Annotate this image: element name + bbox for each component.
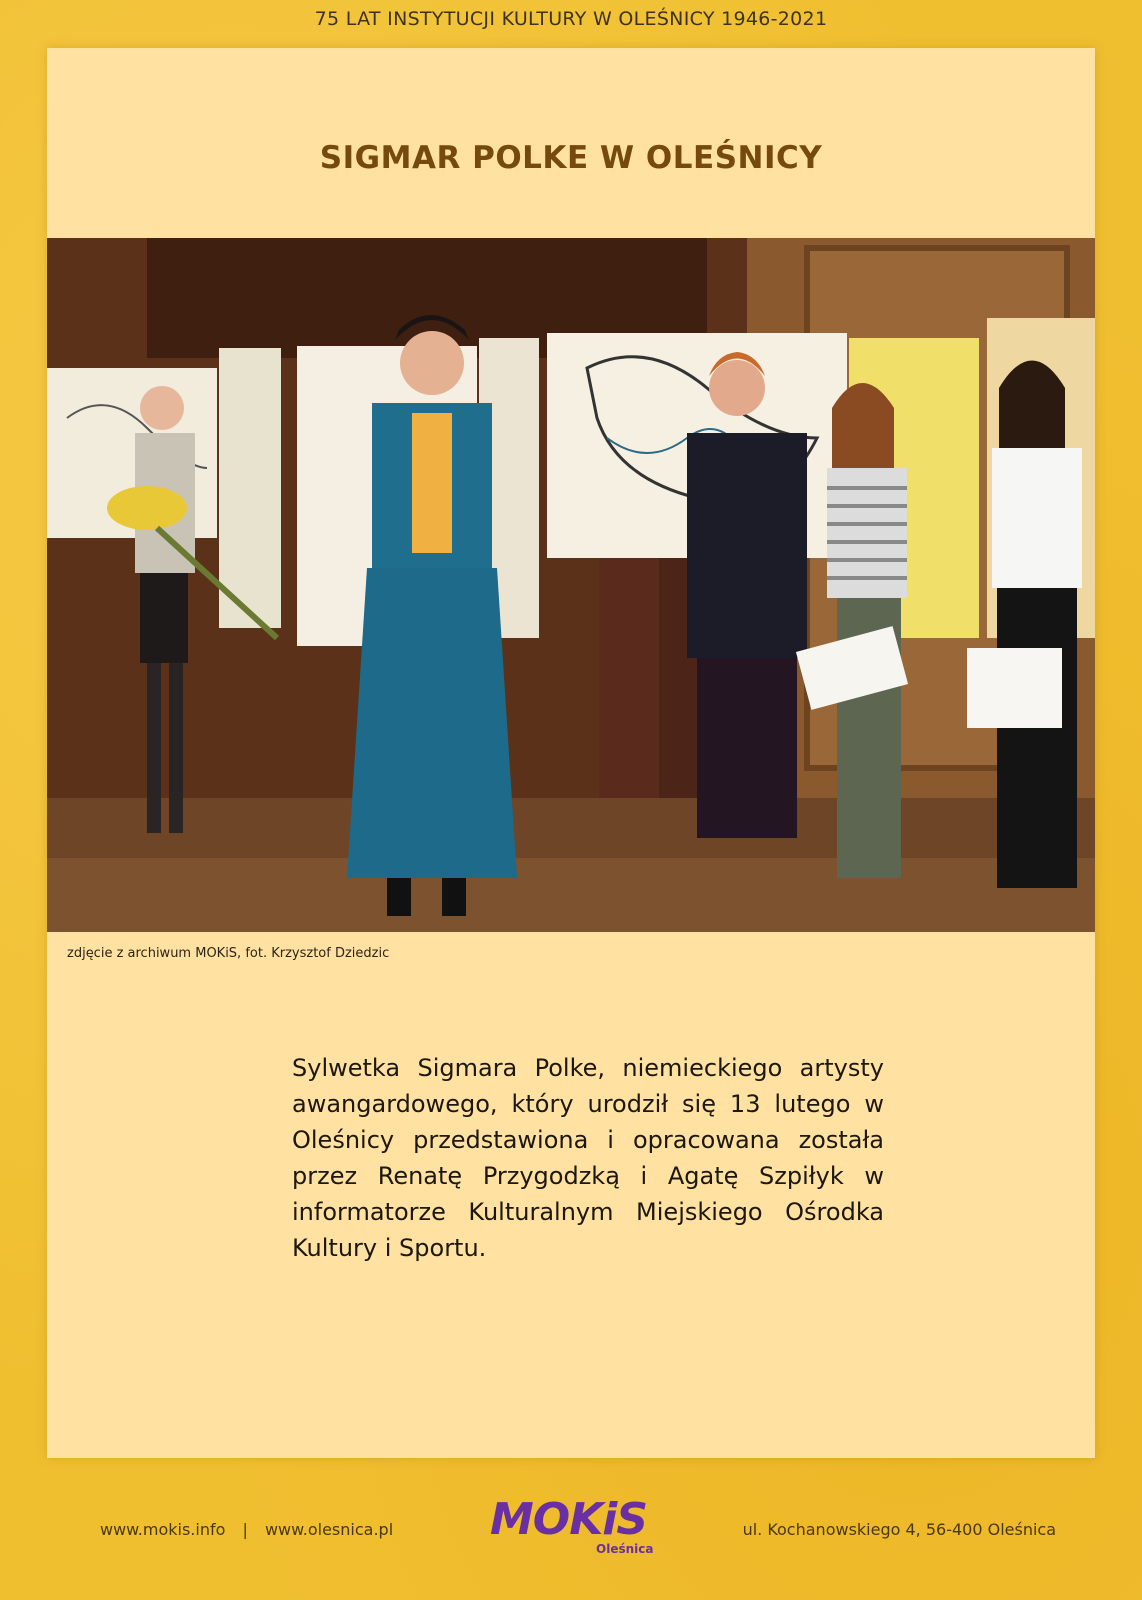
footer-links	[100, 1520, 393, 1539]
footer-separator: |	[242, 1520, 248, 1539]
photo-caption: zdjęcie z archiwum MOKiS, fot. Krzysztof Dziedzic	[67, 946, 390, 961]
logo-subtitle: Oleśnica	[596, 1542, 654, 1556]
description-paragraph: Sylwetka Sigmara Polke, niemieckiego artysty awangardowego, który urodził się 13 lutego w Oleśnicy przedstawiona i opracowana została przez Renatę Przygodzką i Agatę Szpiłyk w informatorze Kulturalnym Miejskiego Ośrodka Kultury i Sportu.	[292, 1054, 884, 1262]
page-title: SIGMAR POLKE W OLEŚNICY	[319, 140, 823, 176]
footer-address: ul. Kochanowskiego 4, 56-400 Oleśnica	[742, 1520, 1056, 1539]
photo-illustration	[47, 238, 1095, 932]
archive-photo	[47, 238, 1095, 932]
link-olesnica[interactable]: www.olesnica.pl	[264, 1520, 394, 1539]
page-header: 75 LAT INSTYTUCJI KULTURY W OLEŚNICY 1946-2021	[314, 8, 828, 30]
content-panel	[47, 48, 1095, 1458]
logo-wordmark: MOKiS	[490, 1494, 648, 1545]
mokis-logo	[490, 1494, 660, 1560]
link-mokis[interactable]: www.mokis.info	[100, 1520, 226, 1539]
